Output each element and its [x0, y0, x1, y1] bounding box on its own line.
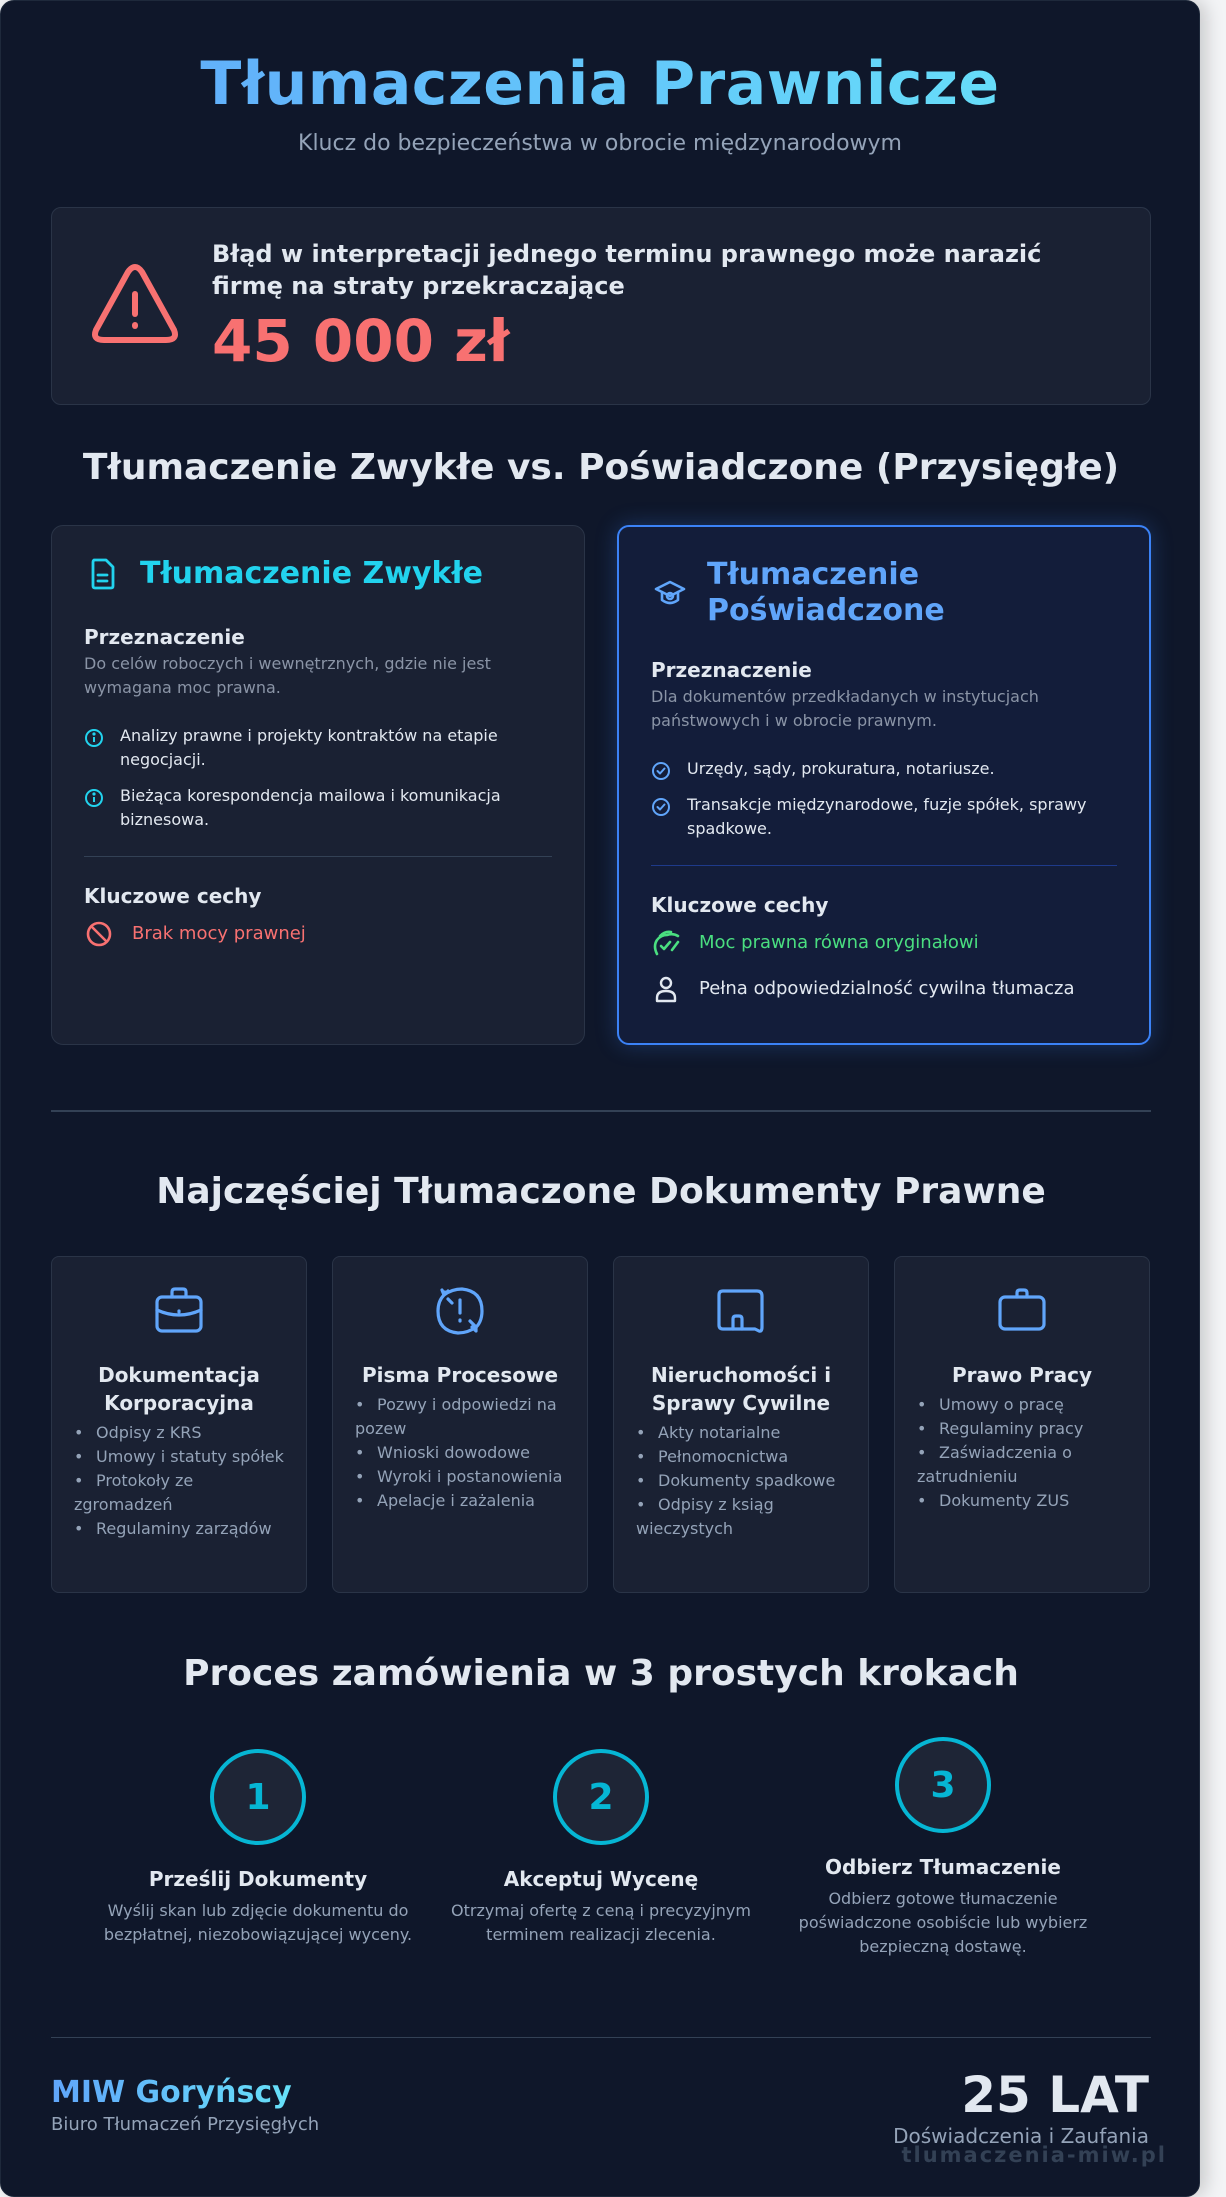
list-item: Urzędy, sądy, prokuratura, notariusze.	[651, 757, 1117, 781]
suitcase-icon	[994, 1283, 1050, 1339]
divider	[651, 865, 1117, 866]
step-title: Odbierz Tłumaczenie	[825, 1855, 1061, 1879]
years-count: 25 LAT	[961, 2066, 1149, 2124]
step-title: Prześlij Dokumenty	[148, 1867, 368, 1891]
risk-amount: 45 000 zł	[212, 307, 510, 375]
doc-card-list	[614, 1421, 868, 1541]
refresh-alert-icon	[432, 1283, 488, 1339]
plain-translation-card	[51, 525, 585, 1045]
years-label: Doświadczenia i Zaufania	[893, 2124, 1149, 2148]
doc-card-litigation	[332, 1256, 588, 1593]
list-item: • Umowy i statuty spółek	[74, 1445, 284, 1469]
document-icon	[86, 557, 120, 591]
list-item: • Protokoły ze zgromadzeń	[74, 1469, 284, 1517]
warning-triangle-icon	[90, 262, 180, 348]
step-number-badge: 3	[895, 1737, 991, 1833]
feature-civil-liability: Pełna odpowiedzialność cywilna tłumacza	[651, 974, 1117, 1004]
step-number-badge: 2	[553, 1749, 649, 1845]
doc-card-title: Pisma Procesowe	[361, 1363, 559, 1387]
doc-card-title: Nieruchomości i Sprawy Cywilne	[650, 1363, 832, 1415]
list-item: Transakcje międzynarodowe, fuzje spółek, sprawy spadkowe.	[651, 793, 1117, 841]
feature-no-legal-force: Brak mocy prawnej	[84, 919, 552, 949]
risk-message: Błąd w interpretacji jednego terminu prawnego może narazić firmę na straty przekraczające	[212, 240, 1042, 300]
section-divider	[51, 1110, 1151, 1112]
list-item: • Akty notarialne	[636, 1421, 846, 1445]
doc-card-corporate	[51, 1256, 307, 1593]
list-item: • Zaświadczenia o zatrudnieniu	[917, 1441, 1127, 1489]
handshake-check-icon	[651, 928, 681, 958]
documents-title: Najczęściej Tłumaczone Dokumenty Prawne	[156, 1171, 1046, 1212]
info-icon	[84, 728, 104, 748]
footer-divider	[51, 2037, 1151, 2038]
footer-brand	[51, 2075, 319, 2137]
home-icon	[713, 1283, 769, 1339]
list-item: • Wnioski dowodowe	[355, 1441, 565, 1465]
prohibited-icon	[84, 919, 114, 949]
check-circle-icon	[651, 761, 671, 781]
plain-purpose-label: Przeznaczenie	[84, 625, 245, 649]
list-item: • Regulaminy zarządów	[74, 1517, 284, 1541]
user-icon	[651, 974, 681, 1004]
list-item: • Pozwy i odpowiedzi na pozew	[355, 1393, 565, 1441]
certified-translation-card	[617, 525, 1151, 1045]
risk-alert-box	[51, 207, 1151, 405]
step-title: Akceptuj Wycenę	[503, 1867, 699, 1891]
process-step-3	[773, 1737, 1113, 1959]
list-item: • Umowy o pracę	[917, 1393, 1127, 1417]
process-step-2	[431, 1749, 771, 1947]
plain-purpose-desc: Do celów roboczych i wewnętrznych, gdzie nie jest wymagana moc prawna.	[84, 654, 491, 697]
plain-features-label: Kluczowe cechy	[84, 884, 262, 908]
step-number-badge: 1	[210, 1749, 306, 1845]
doc-card-list	[52, 1421, 306, 1541]
list-item: • Dokumenty ZUS	[917, 1489, 1127, 1513]
doc-card-labor-law	[894, 1256, 1150, 1593]
page-subtitle: Klucz do bezpieczeństwa w obrocie międzynarodowym	[298, 131, 902, 156]
step-desc: Odbierz gotowe tłumaczenie poświadczone osobiście lub wybierz bezpieczną dostawę.	[798, 1889, 1088, 1956]
comparison-title: Tłumaczenie Zwykłe vs. Poświadczone (Przysięgłe)	[82, 447, 1120, 488]
list-item: • Wyroki i postanowienia	[355, 1465, 565, 1489]
page-title: Tłumaczenia Prawnicze	[1, 49, 1199, 119]
check-circle-icon	[651, 797, 671, 817]
list-item: • Apelacje i zażalenia	[355, 1489, 565, 1513]
certified-card-title: Tłumaczenie Poświadczone	[707, 557, 945, 628]
brand-name: MIW Goryńscy	[51, 2075, 319, 2111]
briefcase-icon	[151, 1283, 207, 1339]
process-step-1	[88, 1749, 428, 1947]
list-item: • Odpisy z KRS	[74, 1421, 284, 1445]
website-watermark: tlumaczenia-miw.pl	[901, 2143, 1167, 2167]
doc-card-title: Dokumentacja Korporacyjna	[98, 1363, 260, 1415]
doc-card-title: Prawo Pracy	[951, 1363, 1093, 1387]
certified-uses-list	[651, 757, 1117, 841]
step-desc: Otrzymaj ofertę z ceną i precyzyjnym terminem realizacji zlecenia.	[451, 1901, 751, 1944]
list-item: Analizy prawne i projekty kontraktów na etapie negocjacji.	[84, 724, 552, 772]
header	[1, 1, 1199, 156]
list-item: • Dokumenty spadkowe	[636, 1469, 846, 1493]
plain-card-title: Tłumaczenie Zwykłe	[140, 556, 483, 591]
process-title: Proces zamówienia w 3 prostych krokach	[183, 1653, 1019, 1694]
certified-purpose-desc: Dla dokumentów przedkładanych w instytucjach państwowych i w obrocie prawnym.	[651, 687, 1039, 730]
list-item: Bieżąca korespondencja mailowa i komunikacja biznesowa.	[84, 784, 552, 832]
list-item: • Pełnomocnictwa	[636, 1445, 846, 1469]
info-icon	[84, 788, 104, 808]
doc-card-list	[895, 1393, 1149, 1513]
step-desc: Wyślij skan lub zdjęcie dokumentu do bezpłatnej, niezobowiązującej wyceny.	[103, 1901, 413, 1944]
divider	[84, 856, 552, 857]
certified-features-label: Kluczowe cechy	[651, 893, 829, 917]
doc-card-list	[333, 1393, 587, 1513]
list-item: • Regulaminy pracy	[917, 1417, 1127, 1441]
plain-uses-list	[84, 724, 552, 832]
footer-experience	[893, 2067, 1149, 2149]
list-item: • Odpisy z ksiąg wieczystych	[636, 1493, 846, 1541]
certified-purpose-label: Przeznaczenie	[651, 658, 812, 682]
graduation-cap-icon	[653, 576, 687, 610]
doc-card-real-estate	[613, 1256, 869, 1593]
brand-subtitle: Biuro Tłumaczeń Przysięgłych	[51, 2114, 320, 2135]
feature-legal-force: Moc prawna równa oryginałowi	[651, 928, 1117, 958]
